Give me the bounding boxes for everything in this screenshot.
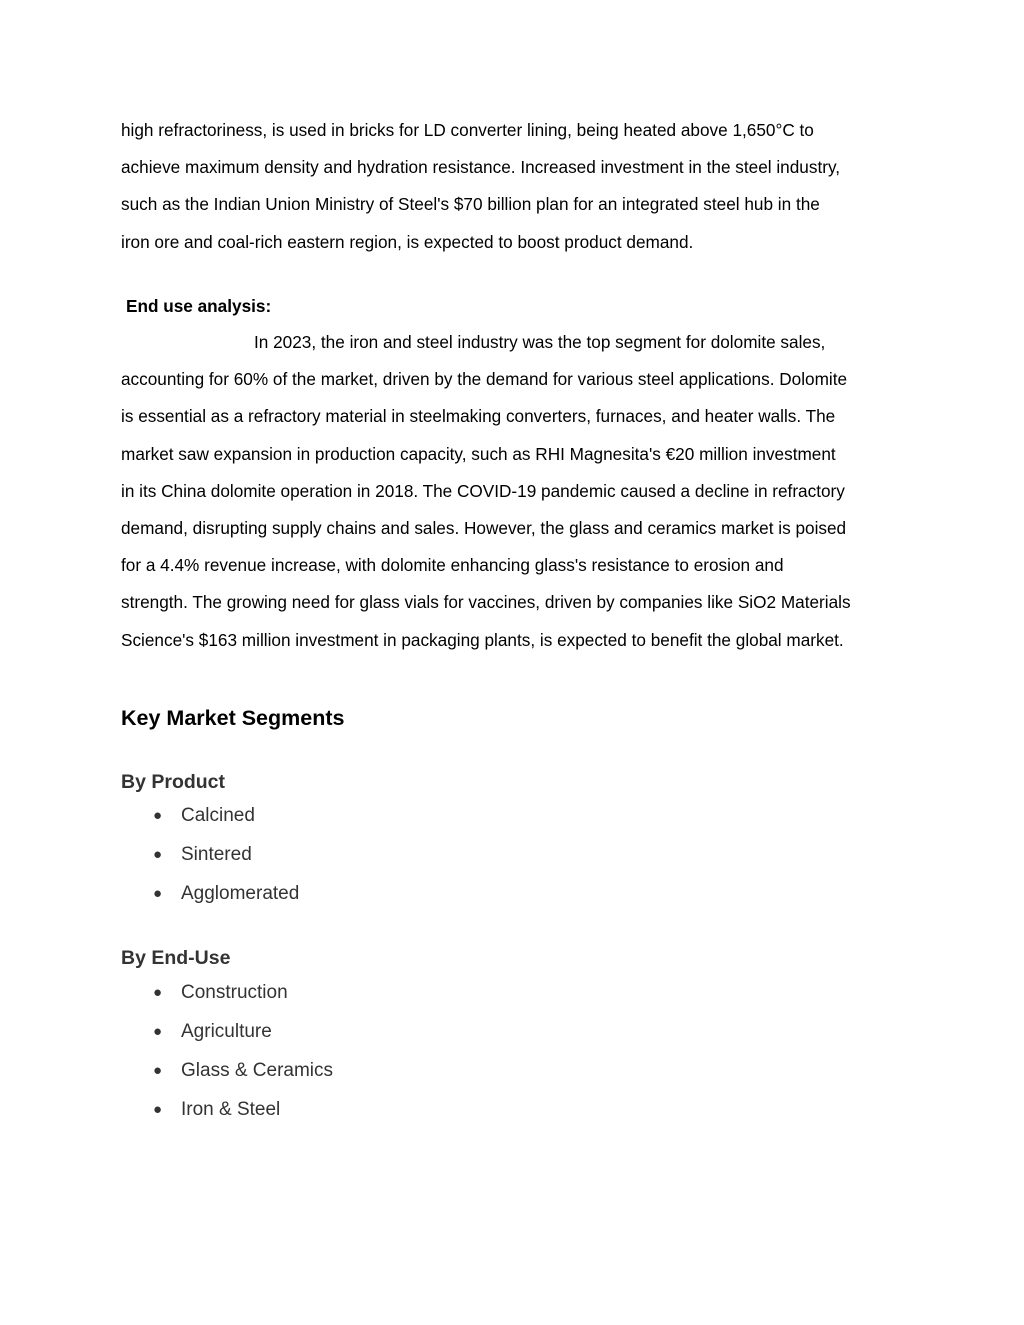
list-item xyxy=(121,1018,333,1057)
by-end-use-list xyxy=(121,979,333,1135)
end-use-heading: End use analysis: xyxy=(126,296,272,316)
bullet-icon: ● xyxy=(153,807,163,824)
end-use-paragraph xyxy=(121,324,911,659)
list-item xyxy=(121,1057,333,1096)
list-item-label: Sintered xyxy=(181,844,252,865)
paragraph-line: high refractoriness, is used in bricks for LD converter lining, being heated above 1,650°C to xyxy=(121,120,814,140)
paragraph-line: achieve maximum density and hydration resistance. Increased investment in the steel industry, xyxy=(121,157,841,178)
list-item xyxy=(121,802,299,841)
by-end-use-heading: By End-Use xyxy=(121,947,231,969)
list-item-label: Agriculture xyxy=(181,1021,272,1042)
list-item-label: Glass & Ceramics xyxy=(181,1060,334,1081)
paragraph-line: for a 4.4% revenue increase, with dolomite enhancing glass's resistance to erosion and xyxy=(121,555,784,576)
paragraph-line: market saw expansion in production capacity, such as RHI Magnesita's €20 million investment xyxy=(121,443,836,464)
key-segments-heading: Key Market Segments xyxy=(121,706,345,730)
intro-paragraph xyxy=(121,112,911,261)
paragraph-line: accounting for 60% of the market, driven by the demand for various steel applications. Dolomite xyxy=(121,369,848,390)
paragraph-line: Science's $163 million investment in packaging plants, is expected to benefit the global market. xyxy=(121,629,844,650)
bullet-icon: ● xyxy=(153,984,163,1001)
paragraph-line: demand, disrupting supply chains and sales. However, the glass and ceramics market is poised xyxy=(121,518,847,539)
list-item xyxy=(121,880,299,919)
list-item-label: Agglomerated xyxy=(181,883,300,904)
bullet-icon: ● xyxy=(153,885,163,902)
list-item-label: Construction xyxy=(181,982,288,1003)
paragraph-line: in its China dolomite operation in 2018. The COVID-19 pandemic caused a decline in refractory xyxy=(121,480,845,501)
list-item xyxy=(121,1096,333,1135)
list-item-label: Calcined xyxy=(181,805,255,826)
bullet-icon: ● xyxy=(153,1062,163,1079)
bullet-icon: ● xyxy=(153,1023,163,1040)
list-item xyxy=(121,979,333,1018)
by-product-list xyxy=(121,802,299,919)
list-item xyxy=(121,841,299,880)
bullet-icon: ● xyxy=(153,1101,163,1118)
bullet-icon: ● xyxy=(153,846,163,863)
paragraph-line: is essential as a refractory material in steelmaking converters, furnaces, and heater walls. The xyxy=(121,406,836,427)
paragraph-line: In 2023, the iron and steel industry was the top segment for dolomite sales, xyxy=(254,332,826,352)
paragraph-line: iron ore and coal-rich eastern region, is expected to boost product demand. xyxy=(121,231,694,252)
paragraph-line: such as the Indian Union Ministry of Steel's $70 billion plan for an integrated steel hub in the xyxy=(121,194,820,215)
paragraph-line: strength. The growing need for glass vials for vaccines, driven by companies like SiO2 Materials xyxy=(121,592,851,613)
list-item-label: Iron & Steel xyxy=(181,1099,281,1120)
by-product-heading: By Product xyxy=(121,771,226,793)
